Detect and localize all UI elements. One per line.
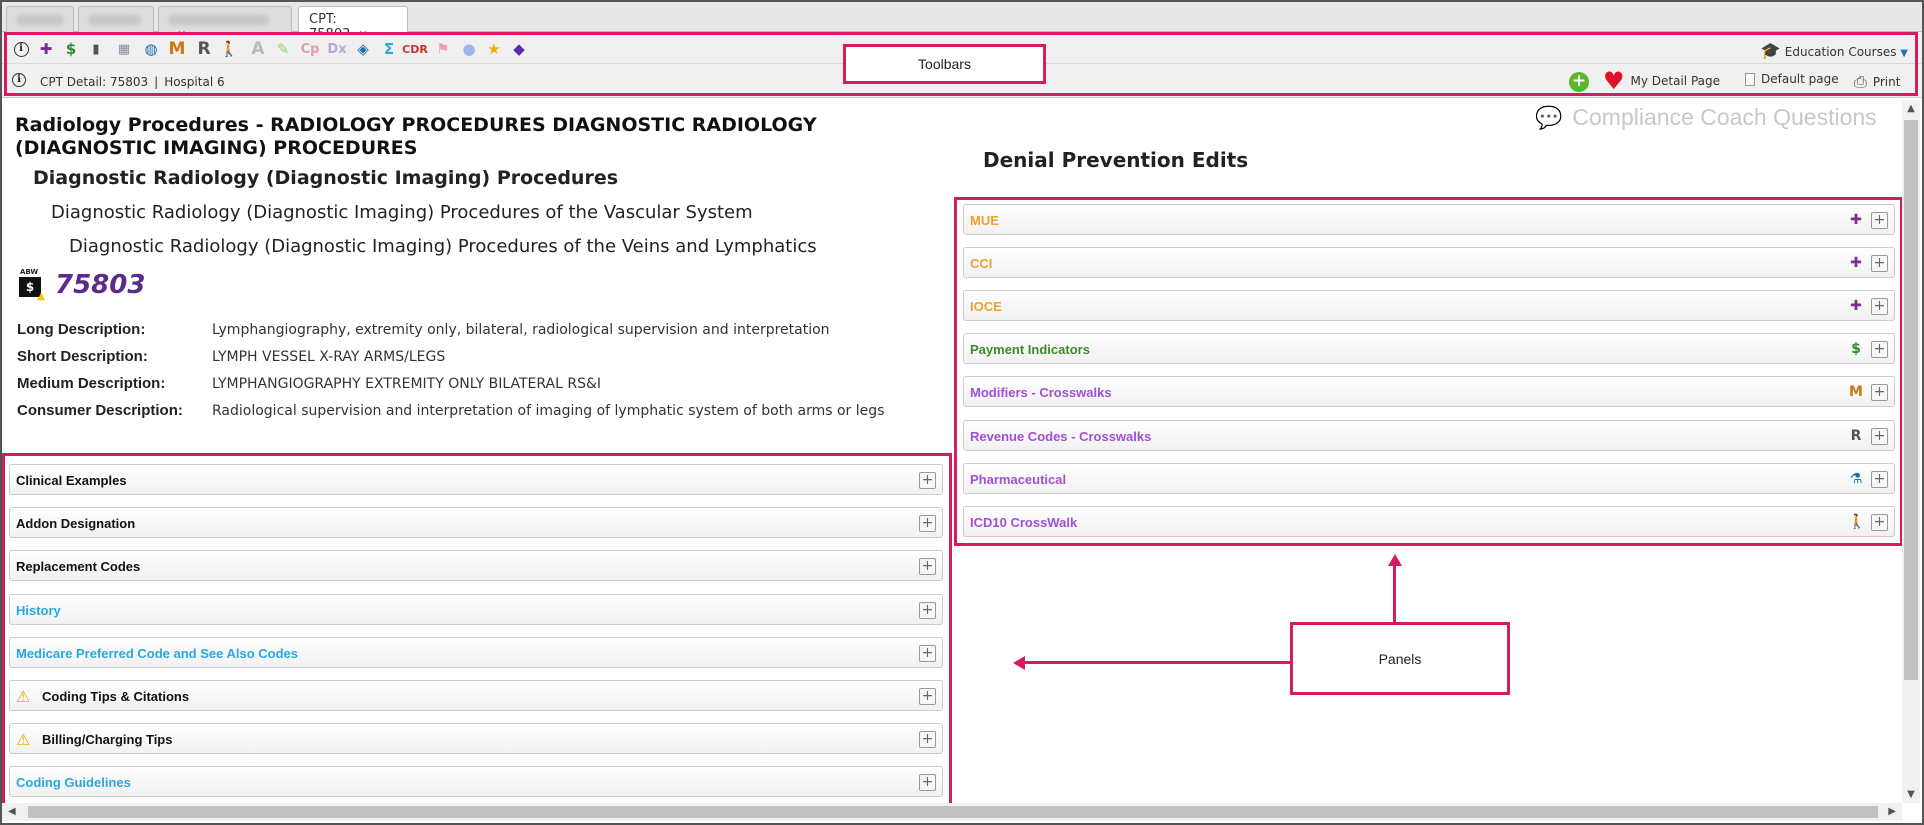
vertical-scrollbar[interactable] [1902,100,1920,803]
walking-person-icon[interactable]: 🚶 [219,40,239,58]
bookmark-icon[interactable]: ◆ [513,40,525,58]
dollar-icon: $ [1851,341,1861,358]
expand-icon[interactable]: + [1871,255,1888,272]
panel-label: Modifiers - Crosswalks [970,385,1112,401]
my-detail-label: My Detail Page [1630,74,1720,88]
info-icon[interactable]: i [10,38,32,60]
panel-label: MUE [970,213,999,228]
r-icon: R [1850,427,1862,444]
info-icon[interactable]: i [12,73,26,87]
print-label: Print [1872,75,1901,89]
tab-blurred-2[interactable] [78,6,154,32]
description-value: LYMPH VESSEL X-RAY ARMS/LEGS [212,349,446,365]
panel-label: Payment Indicators [970,342,1090,358]
mortar-icon: ⚗ [1849,470,1863,487]
m-icon[interactable]: M [168,39,186,59]
arrowhead-up [1388,554,1402,566]
left-panels-highlight [2,453,952,808]
expand-icon[interactable]: + [919,774,936,791]
scroll-left-icon[interactable]: ◀ [8,806,16,817]
puzzle-icon: ✚ [1850,255,1862,272]
toolbars-annotation-label: Toolbars [843,44,1046,84]
tab-blurred-1[interactable] [6,6,74,32]
globe-icon[interactable]: ◍ [144,40,158,58]
search-book-icon[interactable]: ◈ [357,40,369,58]
breadcrumb-code: CPT Detail: 75803 [40,75,149,89]
tab-cpt-75803[interactable] [298,6,408,32]
a-icon[interactable]: A [251,39,265,59]
arrowhead-left [1013,656,1025,670]
dollar-icon[interactable]: $ [65,40,77,58]
arrow-to-left-panels [1016,661,1291,664]
flag-icon[interactable]: ⚑ [436,40,450,58]
printer-icon: ⎙ [1854,72,1867,91]
expand-icon[interactable]: + [1871,212,1888,229]
right-panels-highlight [954,197,1903,546]
panel-label: Coding Tips & Citations [42,689,190,704]
long-description-row [17,321,830,338]
consumer-description-row [17,402,884,419]
sigma-icon[interactable]: Σ [383,40,395,58]
expand-icon[interactable]: + [919,731,936,748]
section-heading-level2: Diagnostic Radiology (Diagnostic Imaging) Procedures [33,167,619,189]
puzzle-icon[interactable]: ✚ [39,40,53,58]
section-heading-level4: Diagnostic Radiology (Diagnostic Imaging) Procedures of the Veins and Lymphatics [69,236,817,257]
puzzle-icon: ✚ [1850,212,1862,228]
cpt-code: 75803 [55,270,146,300]
walking-person-icon: 🚶 [1848,513,1866,530]
speech-bubble-icon: 💬 [1535,104,1563,130]
star-icon[interactable]: ★ [487,40,501,58]
pencil-icon[interactable]: ✎ [276,40,290,58]
panel-label: Revenue Codes - Crosswalks [970,428,1152,444]
scroll-down-icon[interactable]: ▼ [1907,789,1915,800]
panel-label: IOCE [970,299,1002,315]
map-icon[interactable]: ▦ [117,41,131,57]
panel-label: Replacement Codes [16,559,141,575]
compliance-coach-label: Compliance Coach Questions [1572,104,1877,130]
section-heading-level3: Diagnostic Radiology (Diagnostic Imaging) Procedures of the Vascular System [51,202,753,223]
add-icon: + [1569,72,1589,92]
expand-icon[interactable]: + [1871,298,1888,315]
dx-icon[interactable]: Dx [327,41,347,57]
description-value: Lymphangiography, extremity only, bilateral, radiological supervision and interpretation [212,322,830,338]
cdr-icon[interactable]: CDR [402,42,428,56]
expand-icon[interactable]: + [919,602,936,619]
panel-label: Addon Designation [16,516,136,532]
panel-label: Pharmaceutical [970,471,1067,487]
panels-annotation-label: Panels [1290,622,1510,695]
description-key: Long Description: [17,321,146,338]
graduation-cap-icon: 🎓 [1760,41,1781,60]
chat-icon[interactable]: ● [462,40,476,58]
page-title: Radiology Procedures - RADIOLOGY PROCEDURES DIAGNOSTIC RADIOLOGY (DIAGNOSTIC IMAGING) PROCEDURES [15,114,817,159]
medium-description-row [17,375,601,392]
tab-label: CPT: [309,12,337,27]
vertical-scroll-thumb[interactable] [1904,120,1918,680]
compliance-coach-link[interactable] [1535,104,1877,131]
heart-icon: ♥ [1603,67,1625,95]
arrow-to-right-panels [1393,565,1396,623]
short-description-row [17,348,445,365]
description-value: LYMPHANGIOGRAPHY EXTREMITY ONLY BILATERAL RS&I [212,376,602,392]
panel-label: History [16,602,61,618]
tab-strip [2,2,1922,32]
expand-icon[interactable]: + [919,645,936,662]
horizontal-scroll-thumb[interactable] [28,806,1878,818]
abw-label: ABW [20,268,39,276]
description-key: Short Description: [17,348,148,365]
chevron-down-icon: ▼ [1900,48,1908,59]
panel-label: Billing/Charging Tips [42,732,173,748]
expand-icon[interactable]: + [1871,514,1888,531]
expand-icon[interactable]: + [1871,341,1888,358]
r-icon[interactable]: R [197,39,211,59]
warning-icon: ⚠ [16,730,31,750]
scroll-right-icon[interactable]: ▶ [1888,806,1896,817]
puzzle-icon: ✚ [1850,298,1862,315]
expand-icon[interactable]: + [919,472,936,489]
education-label: Education Courses [1784,45,1897,59]
warning-icon: ▲ [37,291,45,302]
panel-label: Coding Guidelines [16,775,131,791]
panel-label: ICD10 CrossWalk [970,514,1078,530]
panel-label: Medicare Preferred Code and See Also Codes [16,645,299,661]
expand-icon[interactable]: + [919,688,936,705]
denial-prevention-title: Denial Prevention Edits [983,148,1249,172]
scroll-up-icon[interactable]: ▲ [1907,103,1915,114]
expand-icon[interactable]: + [919,515,936,532]
syringe-icon[interactable]: ▮ [92,41,100,57]
warning-icon: ⚠ [16,687,31,706]
breadcrumb-separator: | [154,75,159,89]
horizontal-scrollbar[interactable] [2,803,1902,821]
breadcrumb-site: Hospital 6 [164,75,225,89]
expand-icon[interactable]: + [919,558,936,575]
abw-symbol: $ [19,277,41,297]
description-key: Medium Description: [17,375,166,392]
expand-icon[interactable]: + [1871,471,1888,488]
description-value: Radiological supervision and interpretation of imaging of lymphatic system of both arms or legs [212,403,885,419]
code-header [17,268,145,302]
panel-label: Clinical Examples [16,473,127,488]
expand-icon[interactable]: + [1871,384,1888,401]
tab-blurred-3[interactable] [158,6,292,32]
abw-dollar-icon[interactable] [17,268,45,302]
expand-icon[interactable]: + [1871,428,1888,445]
description-key: Consumer Description: [17,402,183,419]
default-page-label: Default page [1761,72,1839,86]
m-icon: M [1849,384,1863,401]
cp-icon[interactable]: Cp [300,41,320,57]
panel-label: CCI [970,256,993,272]
